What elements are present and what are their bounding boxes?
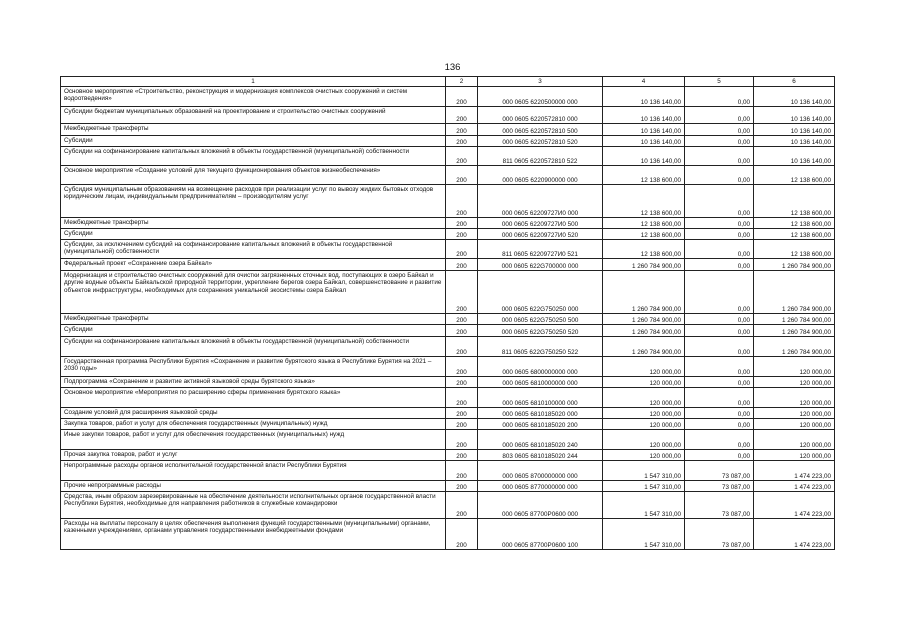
- row-remaining-amount: 10 136 140,00: [754, 124, 835, 136]
- row-line-code: 200: [446, 357, 478, 377]
- table-row: [61, 419, 835, 430]
- row-description: Средства, иным образом зарезервированные на обеспечение деятельности исполнительных органов государственной власти Республики Бурятия, необходимые для направления работников в служебные командировки: [61, 492, 446, 519]
- table-row: [61, 240, 835, 259]
- budget-code-text: 811 0605 622G750250 522: [501, 348, 579, 356]
- row-remaining-amount: 120 000,00: [754, 377, 835, 388]
- row-executed-amount: 0,00: [685, 450, 754, 461]
- row-approved-amount: 120 000,00: [603, 450, 685, 461]
- row-remaining-amount: 12 138 600,00: [754, 240, 835, 259]
- row-approved-amount: 1 260 784 900,00: [603, 325, 685, 337]
- row-description: Прочие непрограммные расходы: [61, 481, 446, 492]
- row-remaining-amount: 1 260 784 900,00: [754, 259, 835, 271]
- row-line-code: 200: [446, 240, 478, 259]
- row-remaining-amount: 1 474 223,00: [754, 519, 835, 550]
- row-executed-amount: 0,00: [685, 87, 754, 107]
- row-approved-amount: 120 000,00: [603, 357, 685, 377]
- row-executed-amount: 0,00: [685, 337, 754, 357]
- row-approved-amount: 1 547 310,00: [603, 519, 685, 550]
- row-description: Межбюджетные трансферты: [61, 218, 446, 229]
- row-approved-amount: 10 136 140,00: [603, 136, 685, 147]
- table-row: [61, 87, 835, 107]
- row-approved-amount: 1 260 784 900,00: [603, 259, 685, 271]
- budget-code-text: 000 0605 87700Р0600 000: [502, 510, 578, 518]
- table-row: [61, 147, 835, 166]
- row-executed-amount: 0,00: [685, 430, 754, 450]
- row-line-code: 200: [446, 218, 478, 229]
- column-header: 1: [61, 77, 446, 87]
- row-description: Создание условий для расширения языковой среды: [61, 408, 446, 419]
- budget-code-text: 000 0605 6810185020 200: [502, 421, 578, 429]
- row-description: Субсидии: [61, 229, 446, 240]
- table-row: [61, 377, 835, 388]
- budget-code-text: 000 0605 622G750250 000: [501, 305, 579, 313]
- row-remaining-amount: 10 136 140,00: [754, 147, 835, 166]
- budget-code-text: 803 0605 6810185020 244: [502, 452, 578, 460]
- budget-code-text: 000 0605 62209727И0 500: [501, 220, 579, 228]
- row-approved-amount: 12 138 600,00: [603, 218, 685, 229]
- table-row: [61, 271, 835, 314]
- table-row: [61, 430, 835, 450]
- row-budget-code: [478, 147, 603, 166]
- row-description: Непрограммные расходы органов исполнительной государственной власти Республики Бурятия: [61, 461, 446, 481]
- row-budget-code: [478, 450, 603, 461]
- row-executed-amount: 0,00: [685, 325, 754, 337]
- row-budget-code: [478, 218, 603, 229]
- row-executed-amount: 0,00: [685, 408, 754, 419]
- row-budget-code: [478, 492, 603, 519]
- row-executed-amount: 73 087,00: [685, 519, 754, 550]
- row-description: Межбюджетные трансферты: [61, 314, 446, 325]
- row-remaining-amount: 10 136 140,00: [754, 87, 835, 107]
- row-approved-amount: 120 000,00: [603, 408, 685, 419]
- row-line-code: 200: [446, 408, 478, 419]
- row-budget-code: [478, 519, 603, 550]
- column-number-row: [61, 77, 835, 87]
- row-description: Государственная программа Республики Бурятия «Сохранение и развитие бурятского языка в Республике Бурятия на 2021 – 2030 годы»: [61, 357, 446, 377]
- row-description: Основное мероприятие «Строительство, реконструкция и модернизация комплексов очистных сооружений и систем водоотведения»: [61, 87, 446, 107]
- row-approved-amount: 1 547 310,00: [603, 481, 685, 492]
- row-description: Основное мероприятие «Создание условий для текущего функционирования объектов жизнеобеспечения»: [61, 166, 446, 185]
- column-header: 4: [603, 77, 685, 87]
- row-remaining-amount: 120 000,00: [754, 419, 835, 430]
- row-approved-amount: 1 260 784 900,00: [603, 337, 685, 357]
- table-row: [61, 481, 835, 492]
- row-line-code: 200: [446, 325, 478, 337]
- budget-code-text: 000 0605 6220900000 000: [502, 176, 578, 184]
- table-row: [61, 229, 835, 240]
- row-line-code: 200: [446, 147, 478, 166]
- row-line-code: 200: [446, 124, 478, 136]
- column-header: 3: [478, 77, 603, 87]
- row-line-code: 200: [446, 492, 478, 519]
- row-budget-code: [478, 408, 603, 419]
- row-line-code: 200: [446, 271, 478, 314]
- row-budget-code: [478, 357, 603, 377]
- row-description: Расходы на выплаты персоналу в целях обеспечения выполнения функций государственными (муниципальными) органами, казенными учреждениями, органами управления государственными внебюджетными фондами: [61, 519, 446, 550]
- row-budget-code: [478, 240, 603, 259]
- row-approved-amount: 1 260 784 900,00: [603, 314, 685, 325]
- row-budget-code: [478, 259, 603, 271]
- row-approved-amount: 120 000,00: [603, 377, 685, 388]
- table-row: [61, 450, 835, 461]
- row-executed-amount: 0,00: [685, 166, 754, 185]
- table-row: [61, 259, 835, 271]
- row-description: Иные закупки товаров, работ и услуг для обеспечения государственных (муниципальных) нужд: [61, 430, 446, 450]
- budget-code-text: 000 0605 622G750250 520: [501, 328, 579, 336]
- table-row: [61, 408, 835, 419]
- row-executed-amount: 0,00: [685, 147, 754, 166]
- row-executed-amount: 0,00: [685, 357, 754, 377]
- row-line-code: 200: [446, 461, 478, 481]
- row-remaining-amount: 1 474 223,00: [754, 481, 835, 492]
- row-line-code: 200: [446, 419, 478, 430]
- row-remaining-amount: 12 138 600,00: [754, 218, 835, 229]
- budget-code-text: 000 0605 62209727И0 000: [501, 209, 579, 217]
- budget-code-text: 000 0605 6810100000 000: [502, 399, 578, 407]
- row-remaining-amount: 120 000,00: [754, 408, 835, 419]
- budget-table: [60, 76, 835, 550]
- row-executed-amount: 0,00: [685, 124, 754, 136]
- table-row: [61, 337, 835, 357]
- row-executed-amount: 0,00: [685, 240, 754, 259]
- row-executed-amount: 0,00: [685, 259, 754, 271]
- row-executed-amount: 0,00: [685, 314, 754, 325]
- row-approved-amount: 10 136 140,00: [603, 107, 685, 124]
- row-budget-code: [478, 107, 603, 124]
- row-line-code: 200: [446, 185, 478, 218]
- row-budget-code: [478, 419, 603, 430]
- row-remaining-amount: 12 138 600,00: [754, 229, 835, 240]
- row-line-code: 200: [446, 314, 478, 325]
- column-header: 5: [685, 77, 754, 87]
- row-approved-amount: 120 000,00: [603, 419, 685, 430]
- row-budget-code: [478, 430, 603, 450]
- row-description: Основное мероприятие «Мероприятия по расширению сферы применения бурятского языка»: [61, 388, 446, 408]
- row-budget-code: [478, 461, 603, 481]
- row-remaining-amount: 10 136 140,00: [754, 136, 835, 147]
- table-row: [61, 107, 835, 124]
- row-line-code: 200: [446, 377, 478, 388]
- table-row: [61, 166, 835, 185]
- column-header: 6: [754, 77, 835, 87]
- row-remaining-amount: 1 260 784 900,00: [754, 271, 835, 314]
- row-executed-amount: 73 087,00: [685, 461, 754, 481]
- row-remaining-amount: 1 474 223,00: [754, 492, 835, 519]
- row-executed-amount: 0,00: [685, 136, 754, 147]
- table-row: [61, 388, 835, 408]
- row-line-code: 200: [446, 519, 478, 550]
- row-line-code: 200: [446, 481, 478, 492]
- row-budget-code: [478, 337, 603, 357]
- budget-code-text: 000 0605 6810185020 240: [502, 441, 578, 449]
- budget-code-text: 000 0605 6810000000 000: [502, 379, 578, 387]
- row-executed-amount: 0,00: [685, 377, 754, 388]
- budget-code-text: 000 0605 6220572810 000: [502, 115, 578, 123]
- row-budget-code: [478, 377, 603, 388]
- row-description: Субсидии бюджетам муниципальных образований на проектирование и строительство очистных сооружений: [61, 107, 446, 124]
- row-budget-code: [478, 271, 603, 314]
- row-executed-amount: 73 087,00: [685, 481, 754, 492]
- row-description: Субсидии на софинансирование капитальных вложений в объекты государственной (муниципальной) собственности: [61, 337, 446, 357]
- row-approved-amount: 12 138 600,00: [603, 185, 685, 218]
- table-row: [61, 492, 835, 519]
- row-approved-amount: 10 136 140,00: [603, 87, 685, 107]
- row-remaining-amount: 1 474 223,00: [754, 461, 835, 481]
- row-description: Субсидии на софинансирование капитальных вложений в объекты государственной (муниципальной) собственности: [61, 147, 446, 166]
- row-approved-amount: 1 547 310,00: [603, 492, 685, 519]
- row-budget-code: [478, 388, 603, 408]
- row-description: Субсидии, за исключением субсидий на софинансирование капитальных вложений в объекты государственной (муниципальной) собственности: [61, 240, 446, 259]
- row-description: Прочая закупка товаров, работ и услуг: [61, 450, 446, 461]
- budget-code-text: 000 0605 6220572810 500: [502, 127, 578, 135]
- row-budget-code: [478, 166, 603, 185]
- row-approved-amount: 12 138 600,00: [603, 166, 685, 185]
- table-row: [61, 124, 835, 136]
- row-executed-amount: 0,00: [685, 107, 754, 124]
- row-budget-code: [478, 136, 603, 147]
- row-description: Федеральный проект «Сохранение озера Байкал»: [61, 259, 446, 271]
- row-budget-code: [478, 229, 603, 240]
- table-row: [61, 357, 835, 377]
- row-executed-amount: 73 087,00: [685, 492, 754, 519]
- table-row: [61, 519, 835, 550]
- row-line-code: 200: [446, 107, 478, 124]
- row-budget-code: [478, 325, 603, 337]
- row-description: Субсидии: [61, 136, 446, 147]
- table-row: [61, 185, 835, 218]
- row-approved-amount: 1 547 310,00: [603, 461, 685, 481]
- row-description: Модернизация и строительство очистных сооружений для очистки загрязненных сточных вод, поступающих в озеро Байкал и другие водные объекты Байкальской природной территории, укрепление берегов озера Байкал, совершенствование и развитие объектов инфраструктуры, необходимых для сохранения уникальной экосистемы озера Байкал: [61, 271, 446, 314]
- page-number: 136: [444, 62, 461, 73]
- budget-code-text: 000 0605 6800000000 000: [502, 368, 578, 376]
- row-budget-code: [478, 185, 603, 218]
- row-description: Межбюджетные трансферты: [61, 124, 446, 136]
- budget-code-text: 811 0605 62209727И0 521: [502, 250, 578, 258]
- row-approved-amount: 12 138 600,00: [603, 229, 685, 240]
- row-remaining-amount: 120 000,00: [754, 388, 835, 408]
- budget-code-text: 000 0605 6810185020 000: [502, 410, 578, 418]
- row-executed-amount: 0,00: [685, 419, 754, 430]
- budget-code-text: 000 0605 62209727И0 520: [501, 231, 579, 239]
- budget-code-text: 000 0605 622G700000 000: [501, 262, 579, 270]
- budget-code-text: 000 0605 87700Р0600 100: [502, 541, 578, 549]
- row-remaining-amount: 120 000,00: [754, 357, 835, 377]
- row-remaining-amount: 1 260 784 900,00: [754, 325, 835, 337]
- row-line-code: 200: [446, 259, 478, 271]
- row-approved-amount: 10 136 140,00: [603, 147, 685, 166]
- row-description: Субсидия муниципальным образованиям на возмещение расходов при реализации услуг по вывозу жидких бытовых отходов юридическим лицам, индивидуальным предпринимателям – производителям услуг: [61, 185, 446, 218]
- row-remaining-amount: 10 136 140,00: [754, 107, 835, 124]
- row-remaining-amount: 1 260 784 900,00: [754, 337, 835, 357]
- column-header: 2: [446, 77, 478, 87]
- row-approved-amount: 120 000,00: [603, 388, 685, 408]
- budget-code-text: 000 0605 6220572810 520: [502, 138, 578, 146]
- row-line-code: 200: [446, 136, 478, 147]
- row-line-code: 200: [446, 166, 478, 185]
- table-row: [61, 325, 835, 337]
- row-remaining-amount: 12 138 600,00: [754, 166, 835, 185]
- row-budget-code: [478, 314, 603, 325]
- table-row: [61, 461, 835, 481]
- table-row: [61, 218, 835, 229]
- row-executed-amount: 0,00: [685, 229, 754, 240]
- row-line-code: 200: [446, 450, 478, 461]
- row-approved-amount: 12 138 600,00: [603, 240, 685, 259]
- row-remaining-amount: 120 000,00: [754, 430, 835, 450]
- row-approved-amount: 120 000,00: [603, 430, 685, 450]
- row-description: Подпрограмма «Сохранение и развитие активной языковой среды бурятского языка»: [61, 377, 446, 388]
- row-budget-code: [478, 87, 603, 107]
- table-row: [61, 136, 835, 147]
- row-remaining-amount: 1 260 784 900,00: [754, 314, 835, 325]
- row-budget-code: [478, 481, 603, 492]
- row-line-code: 200: [446, 87, 478, 107]
- budget-code-text: 000 0605 622G750250 500: [501, 316, 579, 324]
- table-row: [61, 314, 835, 325]
- budget-code-text: 000 0605 8700000000 000: [502, 472, 578, 480]
- row-description: Субсидии: [61, 325, 446, 337]
- row-remaining-amount: 120 000,00: [754, 450, 835, 461]
- row-executed-amount: 0,00: [685, 185, 754, 218]
- row-line-code: 200: [446, 229, 478, 240]
- row-executed-amount: 0,00: [685, 388, 754, 408]
- budget-code-text: 000 0605 8770000000 000: [502, 483, 578, 491]
- row-description: Закупка товаров, работ и услуг для обеспечения государственных (муниципальных) нужд: [61, 419, 446, 430]
- row-line-code: 200: [446, 430, 478, 450]
- row-line-code: 200: [446, 388, 478, 408]
- row-executed-amount: 0,00: [685, 218, 754, 229]
- row-approved-amount: 1 260 784 900,00: [603, 271, 685, 314]
- budget-code-text: 811 0605 6220572810 522: [502, 157, 578, 165]
- row-line-code: 200: [446, 337, 478, 357]
- row-approved-amount: 10 136 140,00: [603, 124, 685, 136]
- budget-code-text: 000 0605 6220500000 000: [502, 98, 578, 106]
- row-executed-amount: 0,00: [685, 271, 754, 314]
- row-remaining-amount: 12 138 600,00: [754, 185, 835, 218]
- row-budget-code: [478, 124, 603, 136]
